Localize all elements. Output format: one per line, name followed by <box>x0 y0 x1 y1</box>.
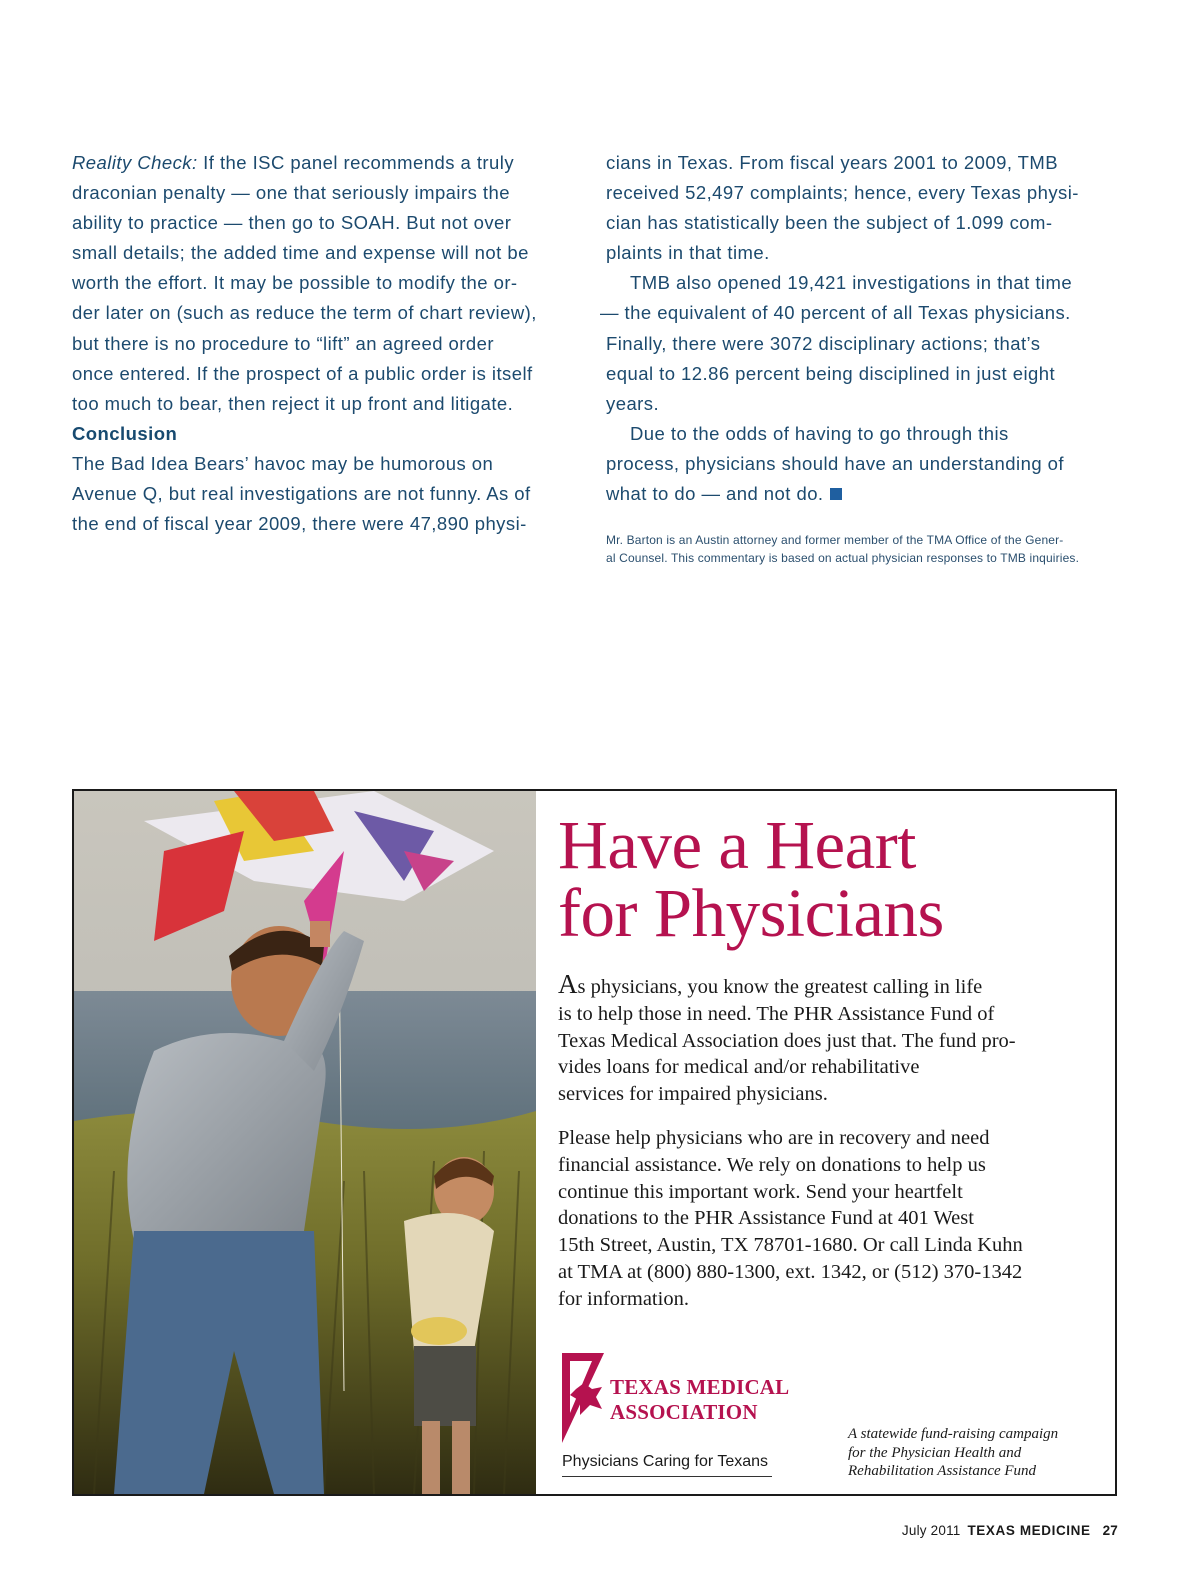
conclusion-paragraph: The Bad Idea Bears’ havoc may be humorous on Avenue Q, but real investigations are not funny. As of the end of fiscal year 2009, there were 47,890 physi- <box>72 452 531 535</box>
article-right-column <box>600 148 1126 567</box>
article-left-column <box>72 148 592 539</box>
drop-cap: A <box>558 969 578 999</box>
campaign-description: A statewide fund-raising campaign for the Physician Health and Rehabilitation Assistance Fund <box>848 1426 1059 1479</box>
tma-logo <box>562 1353 790 1473</box>
reality-check-label: Reality Check: <box>72 152 198 173</box>
statistics-paragraph: cians in Texas. From fiscal years 2001 to 2009, TMB received 52,497 complaints; hence, every Texas physi- cian has statistically been the subject of 1.099 com- plaints in that time. <box>606 152 1079 264</box>
page-number: 27 <box>1102 1523 1118 1538</box>
kite-photo-illustration <box>74 791 536 1494</box>
phr-fund-advertisement <box>72 789 1117 1496</box>
advertisement-paragraph-2: Please help physicians who are in recovery and need financial assistance. We rely on donations to help us continue this important work. Send your heartfelt donations to the PHR Assistance Fund at 401 West 15th Street, Austin, TX 78701-1680. Or call Linda Kuhn at TMA at (800) 880-1300, ext. 1342, or (512) 370-1342 for information. <box>558 1126 1023 1310</box>
odds-paragraph: Due to the odds of having to go through this process, physicians should have an understanding of what to do — and not do. <box>606 422 1064 505</box>
issue-date: July 2011 <box>901 1523 961 1538</box>
investigations-paragraph: TMB also opened 19,421 investigations in that time — the equivalent of 40 percent of all Texas physicians. Finally, there were 3072 disciplinary actions; that’s equal to 12.86 percent being disciplined in just eight years. <box>600 272 1073 414</box>
end-of-article-square-icon <box>830 488 842 500</box>
tma-name: TEXAS MEDICAL ASSOCIATION <box>610 1375 790 1424</box>
conclusion-heading: Conclusion <box>72 422 178 444</box>
tma-tagline: Physicians Caring for Texans <box>562 1453 769 1470</box>
page-footer <box>902 1523 1118 1538</box>
magazine-name: TEXAS MEDICINE <box>967 1523 1091 1538</box>
author-bio: Mr. Barton is an Austin attorney and former member of the TMA Office of the Gener- al Counsel. This commentary is based on actual physician responses to TMB inquiries. <box>606 533 1080 566</box>
advertisement-title: Have a Heart for Physicians <box>558 807 944 951</box>
father-son-kite-photo <box>74 791 536 1494</box>
advertisement-paragraph-1: As physicians, you know the greatest calling in life is to help those in need. The PHR Assistance Fund of Texas Medical Association does just that. The fund pro- vides loans for medical and/or rehabilitative services for impaired physicians. <box>558 969 1016 1106</box>
advertisement-body <box>558 971 1023 1313</box>
reality-check-paragraph: Reality Check: If the ISC panel recommends a truly draconian penalty — one that seriously impairs the ability to practice — then go to SOAH. But not over small details; the added time and expense will not be worth the effort. It may be possible to modify the or- der later on (such as reduce the term of chart review), but there is no procedure to “lift” an agreed order once entered. If the prospect of a public order is itself too much to bear, then reject it up front and litigate. <box>72 152 537 414</box>
advertisement-copy <box>558 791 1113 1494</box>
tagline-rule <box>562 1476 772 1477</box>
